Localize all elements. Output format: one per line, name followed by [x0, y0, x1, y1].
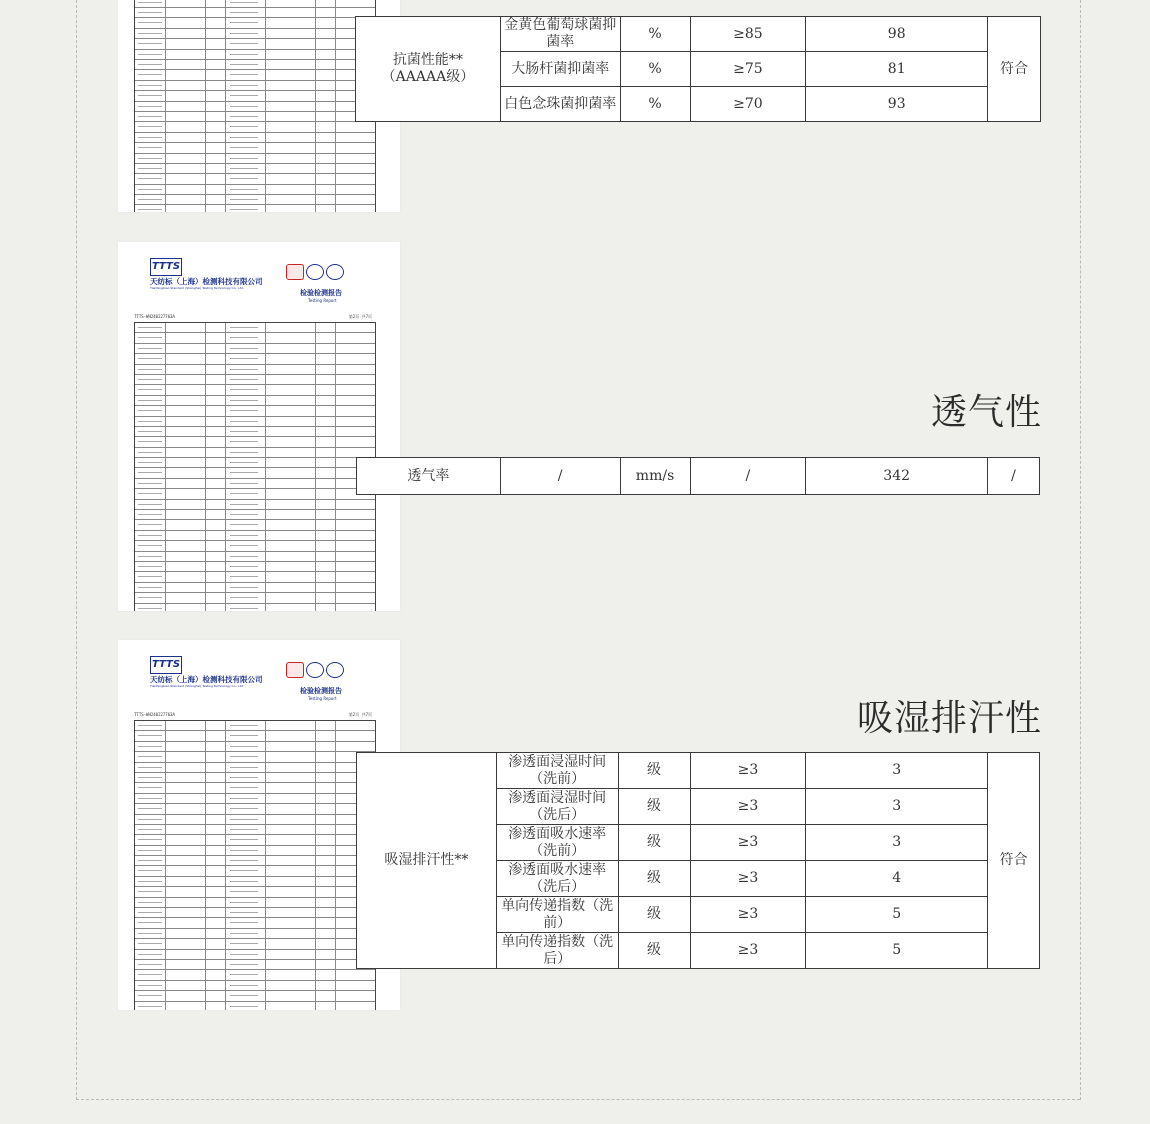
report-number: TTTS-WH240227763A — [134, 712, 175, 717]
result-cell: 3 — [806, 789, 988, 825]
item-cell: 金黄色葡萄球菌抑菌率 — [500, 17, 620, 52]
table-row — [357, 753, 1040, 789]
unit-cell: 级 — [618, 825, 690, 861]
frame-bottom-border — [76, 1099, 1080, 1100]
result-cell: 81 — [806, 52, 988, 87]
report-table-thumb — [134, 0, 376, 212]
moisture-label-cell: 吸湿排汗性** — [357, 753, 497, 969]
requirement-cell: ≥3 — [690, 897, 806, 933]
unit-cell: % — [620, 87, 690, 122]
item-cell: 白色念珠菌抑菌率 — [500, 87, 620, 122]
cma-mark-icon — [286, 264, 304, 280]
verdict-cell: / — [988, 458, 1040, 495]
requirement-cell: ≥3 — [690, 753, 806, 789]
unit-cell: 级 — [618, 753, 690, 789]
ilac-mark-icon — [306, 264, 324, 280]
verdict-cell: 符合 — [988, 17, 1041, 122]
certification-marks — [286, 662, 366, 678]
requirement-cell: ≥3 — [690, 789, 806, 825]
antibacterial-label: 抗菌性能** — [392, 52, 463, 68]
report-table-thumb — [134, 322, 376, 611]
report-title: 检验检测报告 — [300, 687, 342, 695]
frame-left-border — [76, 0, 77, 1100]
unit-cell: 级 — [618, 897, 690, 933]
item-cell: 透气率 — [357, 458, 501, 495]
antibacterial-grade: （AAAAA级） — [381, 69, 475, 85]
item-cell: 渗透面浸湿时间（洗前） — [496, 753, 618, 789]
company-name: 天纺标（上海）检测科技有限公司 — [150, 675, 263, 684]
item-cell: 单向传递指数（洗前） — [496, 897, 618, 933]
result-cell: 342 — [806, 458, 988, 495]
breathability-title: 透气性 — [930, 392, 1042, 433]
requirement-cell: ≥70 — [690, 87, 806, 122]
report-title-en: Testing Report — [308, 298, 337, 303]
report-title-en: Testing Report — [308, 696, 337, 701]
report-number: TTTS-WH240227763A — [134, 314, 175, 319]
result-cell: 98 — [806, 17, 988, 52]
item-cell: 单向传递指数（洗后） — [496, 933, 618, 969]
company-name-en: Tianfangbiao Standard (Shanghai) Testing Technology Co., Ltd. — [150, 684, 245, 688]
cnas-mark-icon — [326, 662, 344, 678]
table-row — [356, 17, 1041, 52]
unit-cell: 级 — [618, 933, 690, 969]
moisture-wicking-table — [356, 752, 1040, 969]
item-cell: 渗透面浸湿时间（洗后） — [496, 789, 618, 825]
unit-cell: % — [620, 52, 690, 87]
company-logo: TTTS — [150, 258, 182, 276]
result-cell: 93 — [806, 87, 988, 122]
requirement-cell: / — [690, 458, 806, 495]
subitem-cell: / — [500, 458, 620, 495]
antibacterial-table — [355, 16, 1041, 122]
unit-cell: mm/s — [620, 458, 690, 495]
requirement-cell: ≥75 — [690, 52, 806, 87]
report-header — [118, 640, 400, 718]
item-cell: 渗透面吸水速率（洗后） — [496, 861, 618, 897]
certification-marks — [286, 264, 366, 280]
breathability-table — [356, 457, 1040, 495]
unit-cell: 级 — [618, 789, 690, 825]
result-cell: 5 — [806, 933, 988, 969]
unit-cell: % — [620, 17, 690, 52]
cnas-mark-icon — [326, 264, 344, 280]
report-page: 第2页 共7页 — [348, 314, 372, 319]
company-logo: TTTS — [150, 656, 182, 674]
result-cell: 5 — [806, 897, 988, 933]
report-header — [118, 242, 400, 320]
verdict-cell: 符合 — [988, 753, 1040, 969]
frame-right-border — [1080, 0, 1081, 1100]
report-page: 第2页 共7页 — [348, 712, 372, 717]
unit-cell: 级 — [618, 861, 690, 897]
report-title: 检验检测报告 — [300, 289, 342, 297]
requirement-cell: ≥3 — [690, 825, 806, 861]
table-row — [357, 458, 1040, 495]
cma-mark-icon — [286, 662, 304, 678]
result-cell: 3 — [806, 825, 988, 861]
report-table-thumb — [134, 720, 376, 1010]
result-cell: 3 — [806, 753, 988, 789]
moisture-wicking-title: 吸湿排汗性 — [856, 698, 1042, 739]
ilac-mark-icon — [306, 662, 324, 678]
requirement-cell: ≥3 — [690, 933, 806, 969]
requirement-cell: ≥3 — [690, 861, 806, 897]
requirement-cell: ≥85 — [690, 17, 806, 52]
item-cell: 大肠杆菌抑菌率 — [500, 52, 620, 87]
company-name: 天纺标（上海）检测科技有限公司 — [150, 277, 263, 286]
report-thumbnail-2 — [118, 242, 400, 611]
company-name-en: Tianfangbiao Standard (Shanghai) Testing Technology Co., Ltd. — [150, 286, 245, 290]
result-cell: 4 — [806, 861, 988, 897]
antibacterial-label-cell — [356, 17, 501, 122]
item-cell: 渗透面吸水速率（洗前） — [496, 825, 618, 861]
